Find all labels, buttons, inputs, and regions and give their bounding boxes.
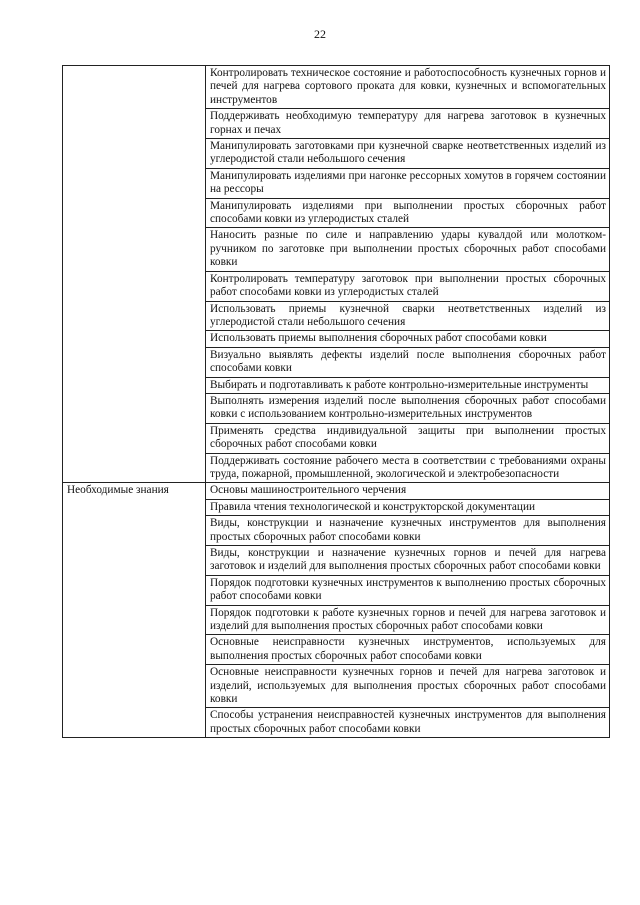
- table-row: [63, 483, 610, 499]
- requirement-cell: Манипулировать изделиями при нагонке рессорных хомутов в горячем состоянии на рессоры: [206, 168, 610, 198]
- requirement-cell: Манипулировать изделиями при выполнении простых сборочных работ способами ковки из углеродистых сталей: [206, 198, 610, 228]
- requirement-cell: Выполнять измерения изделий после выполнения сборочных работ способами ковки с использованием контрольно-измерительных инструментов: [206, 393, 610, 423]
- requirement-cell: Манипулировать заготовками при кузнечной сварке неответственных изделий из углеродистой стали небольшого сечения: [206, 139, 610, 169]
- section-label-skills: [63, 66, 206, 483]
- requirement-cell: Виды, конструкции и назначение кузнечных горнов и печей для нагрева заготовок и изделий для выполнения простых сборочных работ способами ковки: [206, 546, 610, 576]
- requirement-cell: Виды, конструкции и назначение кузнечных инструментов для выполнения простых сборочных работ способами ковки: [206, 516, 610, 546]
- requirement-cell: Использовать приемы кузнечной сварки неответственных изделий из углеродистой стали небольшого сечения: [206, 301, 610, 331]
- page-number: 22: [314, 27, 326, 41]
- requirement-cell: Поддерживать состояние рабочего места в соответствии с требованиями охраны труда, пожарной, промышленной, экологической и электробезопасности: [206, 453, 610, 483]
- requirement-cell: Способы устранения неисправностей кузнечных инструментов для выполнения простых сборочных работ способами ковки: [206, 708, 610, 738]
- requirement-cell: Контролировать техническое состояние и работоспособность кузнечных горнов и печей для нагрева сортового проката для ковки, кузнечных и вспомогательных инструментов: [206, 66, 610, 109]
- requirement-cell: Использовать приемы выполнения сборочных работ способами ковки: [206, 331, 610, 347]
- requirement-cell: Основные неисправности кузнечных горнов и печей для нагрева заготовок и изделий, используемых для выполнения простых сборочных работ способами ковки: [206, 665, 610, 708]
- requirement-cell: Применять средства индивидуальной защиты при выполнении простых сборочных работ способами ковки: [206, 423, 610, 453]
- standard-table: [62, 65, 610, 738]
- requirement-cell: Основы машиностроительного черчения: [206, 483, 610, 499]
- requirement-cell: Основные неисправности кузнечных инструментов, используемых для выполнения простых сборочных работ способами ковки: [206, 635, 610, 665]
- requirement-cell: Поддерживать необходимую температуру для нагрева заготовок в кузнечных горнах и печах: [206, 109, 610, 139]
- requirement-cell: Наносить разные по силе и направлению удары кувалдой или молотком-ручником по заготовке при выполнении простых сборочных работ способами ковки: [206, 228, 610, 271]
- requirement-cell: Порядок подготовки к работе кузнечных горнов и печей для нагрева заготовок и изделий для выполнения простых сборочных работ способами ковки: [206, 605, 610, 635]
- requirement-cell: Выбирать и подготавливать к работе контрольно-измерительные инструменты: [206, 377, 610, 393]
- requirement-cell: Визуально выявлять дефекты изделий после выполнения сборочных работ способами ковки: [206, 347, 610, 377]
- requirement-cell: Порядок подготовки кузнечных инструментов к выполнению простых сборочных работ способами ковки: [206, 575, 610, 605]
- section-label-knowledge: Необходимые знания: [63, 483, 206, 738]
- table-row: [63, 66, 610, 109]
- requirement-cell: Контролировать температуру заготовок при выполнении простых сборочных работ способами ковки из углеродистых сталей: [206, 271, 610, 301]
- requirement-cell: Правила чтения технологической и конструкторской документации: [206, 499, 610, 515]
